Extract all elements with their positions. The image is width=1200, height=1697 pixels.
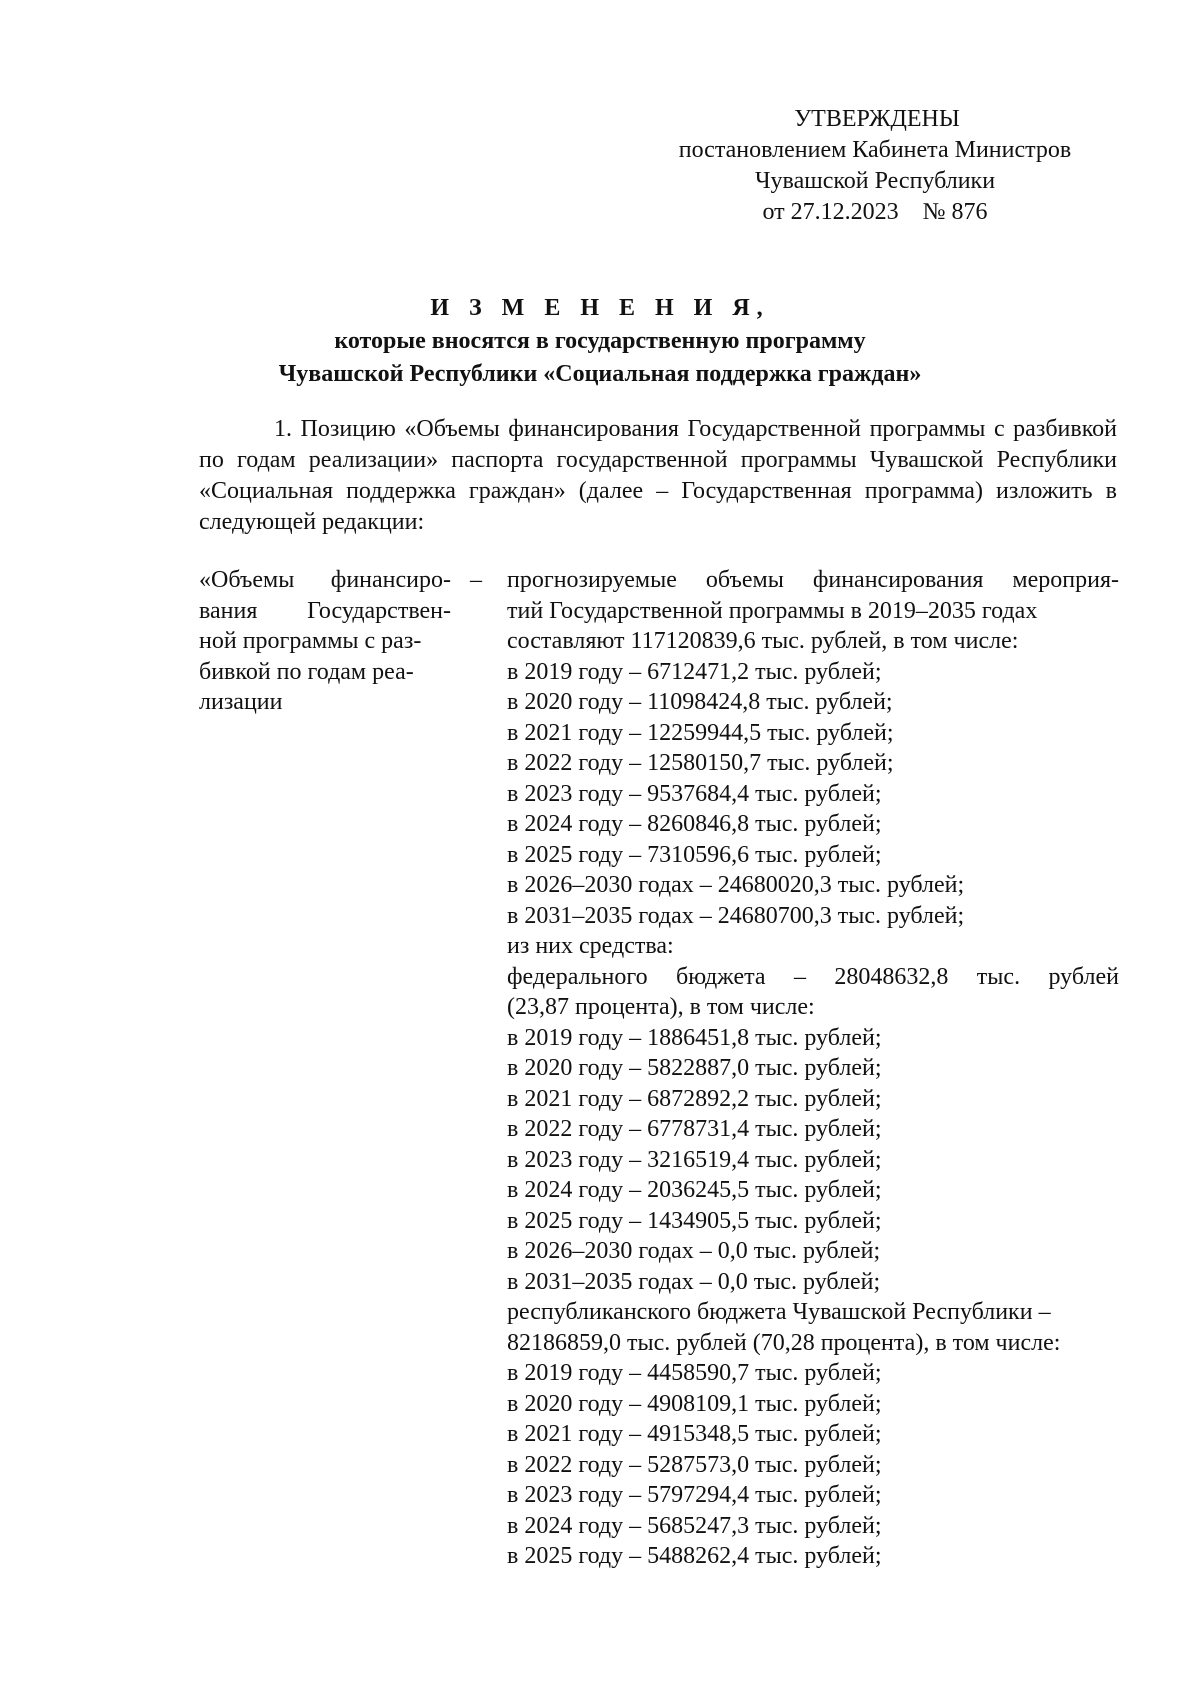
title-line-2: которые вносятся в государственную программу	[334, 328, 866, 354]
value-word: тыс.	[976, 963, 1021, 990]
federal-year-line: в 2025 году – 1434905,5 тыс. рублей;	[507, 1207, 882, 1234]
approval-heading: УТВЕРЖДЕНЫ	[794, 106, 960, 132]
position-label	[199, 565, 451, 718]
republic-share-line: 82186859,0 тыс. рублей (70,28 процента), в том числе:	[507, 1329, 1061, 1356]
total-year-line: в 2019 году – 6712471,2 тыс. рублей;	[507, 658, 882, 685]
total-year-line: в 2021 году – 12259944,5 тыс. рублей;	[507, 719, 894, 746]
value-word: 28048632,8	[834, 963, 949, 990]
value-word: финансирования	[812, 567, 984, 593]
republic-year-line: в 2022 году – 5287573,0 тыс. рублей;	[507, 1451, 882, 1478]
total-year-line: в 2024 году – 8260846,8 тыс. рублей;	[507, 811, 882, 837]
value-word: объемы	[705, 567, 784, 593]
republic-total-line: республиканского бюджета Чувашской Республики –	[507, 1299, 1051, 1325]
approval-stamp	[640, 104, 1110, 228]
federal-year-line: в 2023 году – 3216519,4 тыс. рублей;	[507, 1146, 882, 1173]
document-title	[150, 292, 1050, 391]
title-heading: И З М Е Н Е Н И Я,	[430, 295, 770, 321]
federal-year-line: в 2024 году – 2036245,5 тыс. рублей;	[507, 1177, 882, 1203]
value-word: мероприя-	[1012, 567, 1119, 593]
federal-year-line: в 2020 году – 5822887,0 тыс. рублей;	[507, 1055, 882, 1081]
label-line	[199, 565, 451, 596]
label-word: финансиро-	[330, 567, 451, 593]
federal-year-line: в 2031–2035 годах – 0,0 тыс. рублей;	[507, 1268, 881, 1295]
intro-line: тий Государственной программы в 2019–2035 годах	[507, 597, 1038, 624]
position-value	[507, 565, 1119, 1572]
federal-year-line: в 2022 году – 6778731,4 тыс. рублей;	[507, 1116, 882, 1142]
label-word: вания	[199, 597, 258, 624]
position-dash: –	[470, 567, 482, 593]
total-year-line: в 2025 году – 7310596,6 тыс. рублей;	[507, 841, 882, 868]
republic-year-line: в 2019 году – 4458590,7 тыс. рублей;	[507, 1360, 882, 1386]
title-line-3: Чувашской Республики «Социальная поддержка граждан»	[278, 361, 922, 387]
label-line	[199, 596, 451, 627]
total-year-line: в 2031–2035 годах – 24680700,3 тыс. рублей;	[507, 902, 965, 929]
approval-issuer: постановлением Кабинета Министров	[678, 137, 1072, 163]
value-word: прогнозируемые	[507, 567, 677, 593]
value-word: рублей	[1048, 963, 1119, 990]
from-them-line: из них средства:	[507, 933, 674, 959]
value-word: федерального	[507, 963, 648, 990]
republic-year-line: в 2020 году – 4908109,1 тыс. рублей;	[507, 1390, 882, 1417]
federal-year-line: в 2021 году – 6872892,2 тыс. рублей;	[507, 1085, 882, 1112]
republic-year-line: в 2021 году – 4915348,5 тыс. рублей;	[507, 1421, 882, 1447]
paragraph-1: 1. Позицию «Объемы финансирования Государственной программы с разбивкой по годам реализации» паспорта государственной программы Чувашской Республики «Социальная поддержка граждан» (далее – Государственная программа) изложить в следующей редакции:	[199, 416, 1117, 535]
approval-date-number: от 27.12.2023 № 876	[762, 199, 988, 225]
intro-line: составляют 117120839,6 тыс. рублей, в том числе:	[507, 628, 1019, 654]
label-word: «Объемы	[199, 567, 295, 593]
total-year-line: в 2020 году – 11098424,8 тыс. рублей;	[507, 689, 893, 715]
federal-year-line: в 2019 году – 1886451,8 тыс. рублей;	[507, 1024, 882, 1051]
republic-year-line: в 2025 году – 5488262,4 тыс. рублей;	[507, 1543, 882, 1569]
label-word: Государствен-	[307, 597, 451, 624]
total-year-line: в 2023 году – 9537684,4 тыс. рублей;	[507, 780, 882, 807]
value-word: –	[793, 963, 806, 990]
federal-total-line	[507, 962, 1119, 993]
total-year-line: в 2022 году – 12580150,7 тыс. рублей;	[507, 750, 894, 776]
label-line: бивкой по годам реа-	[199, 658, 414, 685]
federal-share-line: (23,87 процента), в том числе:	[507, 994, 815, 1020]
label-line: лизации	[199, 689, 283, 715]
total-year-line: в 2026–2030 годах – 24680020,3 тыс. рублей;	[507, 872, 965, 898]
label-line: ной программы с раз-	[199, 628, 422, 654]
approval-republic: Чувашской Республики	[754, 168, 996, 194]
republic-year-line: в 2024 году – 5685247,3 тыс. рублей;	[507, 1512, 882, 1539]
republic-year-line: в 2023 году – 5797294,4 тыс. рублей;	[507, 1482, 882, 1508]
federal-year-line: в 2026–2030 годах – 0,0 тыс. рублей;	[507, 1238, 881, 1264]
intro-line	[507, 565, 1119, 596]
value-word: бюджета	[676, 963, 766, 990]
